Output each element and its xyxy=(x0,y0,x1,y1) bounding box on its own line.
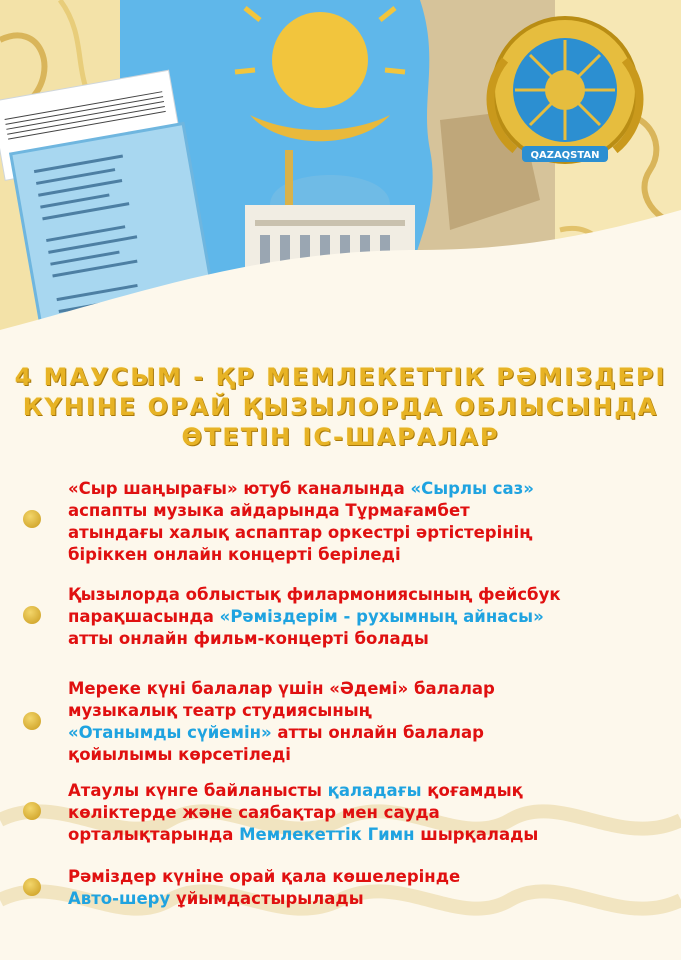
event-text-segment: Мереке күні балалар үшін «Әдемі» балалар xyxy=(68,679,495,698)
event-text-segment: шырқалады xyxy=(414,825,539,844)
event-text xyxy=(68,678,668,766)
state-emblem-icon xyxy=(491,18,640,162)
title-line-2: КҮНІНЕ ОРАЙ ҚЫЗЫЛОРДА ОБЛЫСЫНДА xyxy=(22,393,659,421)
event-text-segment: Рәміздер күніне орай қала көшелерінде xyxy=(68,867,461,886)
event-text-segment: атты онлайн балалар xyxy=(271,723,484,742)
event-text-segment: Атаулы күнге байланысты xyxy=(68,781,328,800)
event-highlight: «Рәміздерім - рухымның айнасы» xyxy=(219,607,544,626)
event-text-segment: орталықтарында xyxy=(68,825,240,844)
title-line-1: 4 МАУСЫМ - ҚР МЕМЛЕКЕТТІК РӘМІЗДЕРІ xyxy=(14,363,667,391)
page-title xyxy=(10,362,671,452)
bullet-dot-icon xyxy=(23,606,41,624)
event-text-segment: «Сыр шаңырағы» ютуб каналында xyxy=(68,479,411,498)
event-highlight: Авто-шеру xyxy=(68,889,171,908)
event-text xyxy=(68,866,668,910)
event-highlight: Мемлекеттік Гимн xyxy=(239,825,415,844)
title-line-3: ӨТЕТІН ІС-ШАРАЛАР xyxy=(181,423,500,451)
event-text-segment: музыкалық театр студиясының xyxy=(68,701,372,720)
event-text xyxy=(68,478,668,566)
event-highlight: «Отанымды сүйемін» xyxy=(68,723,272,742)
event-text-segment: парақшасында xyxy=(68,607,220,626)
hero-collage xyxy=(0,0,681,365)
event-text-segment: ұйымдастырылады xyxy=(170,889,364,908)
event-text xyxy=(68,780,668,846)
bullet-dot-icon xyxy=(23,510,41,528)
event-text xyxy=(68,584,668,650)
hero-banner xyxy=(0,0,681,365)
event-text-segment: Қызылорда облыстық филармониясының фейсбук xyxy=(68,585,561,604)
event-text-segment: қойылымы көрсетіледі xyxy=(68,745,291,764)
bullet-dot-icon xyxy=(23,802,41,820)
event-text-segment: атты онлайн фильм-концерті болады xyxy=(68,629,429,648)
event-text-segment: аспапты музыка айдарында Тұрмағамбет xyxy=(68,501,470,520)
event-highlight: «Сырлы саз» xyxy=(410,479,534,498)
event-highlight: қаладағы xyxy=(327,781,422,800)
event-text-segment: көліктерде және саябақтар мен сауда xyxy=(68,803,440,822)
bullet-dot-icon xyxy=(23,878,41,896)
event-text-segment: қоғамдық xyxy=(421,781,523,800)
bullet-dot-icon xyxy=(23,712,41,730)
event-text-segment: атындағы халық аспаптар оркестрі әртістерінің xyxy=(68,523,533,542)
event-text-segment: біріккен онлайн концерті беріледі xyxy=(68,545,401,564)
emblem-caption: QAZAQSTAN xyxy=(530,150,600,161)
